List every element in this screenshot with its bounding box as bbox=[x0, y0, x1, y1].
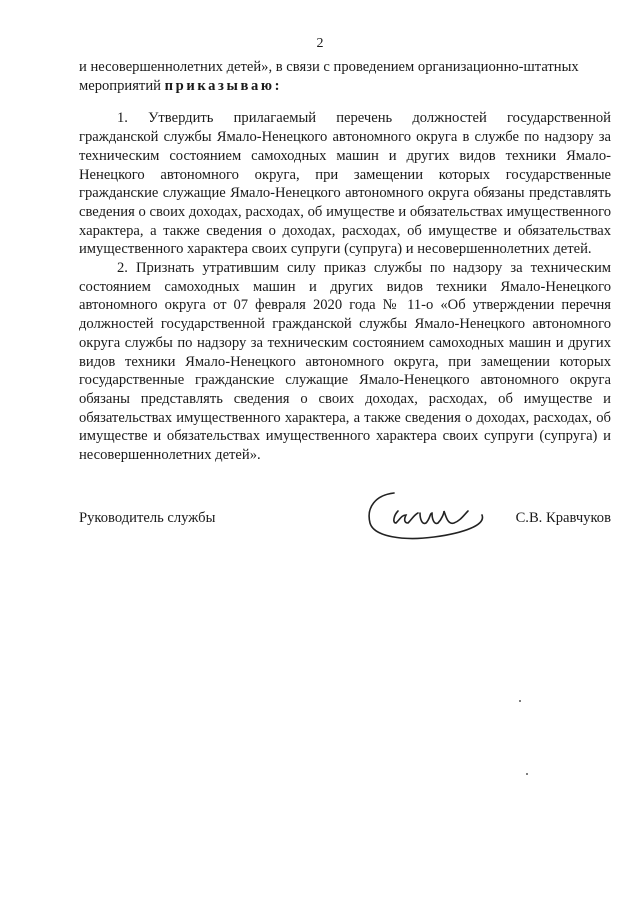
intro-line-1: и несовершеннолетних детей», в связи с проведением организационно-штатных bbox=[79, 59, 579, 75]
intro-line-2-prefix: мероприятий bbox=[79, 77, 165, 94]
signature-block bbox=[79, 485, 611, 545]
signatory-name: С.В. Кравчуков bbox=[515, 510, 611, 526]
order-keyword: приказываю: bbox=[164, 77, 283, 94]
signatory-title: Руководитель службы bbox=[79, 510, 216, 526]
scan-speck bbox=[519, 700, 521, 702]
scan-speck bbox=[526, 773, 528, 775]
handwritten-signature bbox=[364, 485, 494, 545]
item-1-paragraph: 1. Утвердить прилагаемый перечень должностей государственной гражданской службы Ямало-Ненецкого автономного округа в службе по надзору за техническим состоянием самоходных машин и других видов техники Ямало-Ненецкого автономного округа, при замещении которых государственные гражданские служащие Ямало-Ненецкого автономного округа обязаны представлять сведения о своих доходах, расходах, об имуществе и обязательствах имущественного характера, а также сведения о доходах, расходах, об имуществе и обязательствах имущественного характера своих супруги (супруга) и несовершеннолетних детей. bbox=[79, 110, 611, 258]
page-number: 2 bbox=[316, 36, 324, 51]
document-body bbox=[79, 58, 611, 465]
item-2-paragraph: 2. Признать утратившим силу приказ службы по надзору за техническим состоянием самоходных машин и других видов техники Ямало-Ненецкого автономного округа от 07 февраля 2020 года № 11-о «Об утверждении перечня должностей государственной гражданской службы Ямало-Ненецкого автономного округа службы по надзору за техническим состоянием самоходных машин и других видов техники Ямало-Ненецкого автономного округа, при замещении которых государственные гражданские служащие Ямало-Ненецкого автономного округа обязаны представлять сведения о своих доходах, расходах, об имуществе и обязательствах имущественного характера, а также сведения о доходах, расходах, об имуществе и обязательствах имущественного характера своих супруги (супруга) и несовершеннолетних детей». bbox=[79, 260, 611, 464]
intro-paragraph bbox=[79, 58, 611, 95]
